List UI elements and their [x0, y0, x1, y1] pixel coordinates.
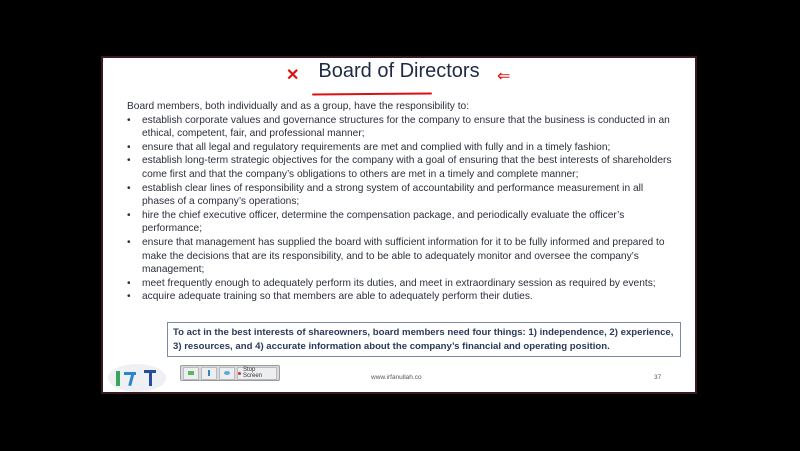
list-item: • establish clear lines of responsibility and a strong system of accountability and performance measurement in all phases of a company’s operations;: [127, 182, 677, 209]
list-item: • ensure that all legal and regulatory requirements are met and complied with fully and in a timely fashion;: [127, 141, 677, 155]
list-item: • establish long-term strategic objectives for the company with a goal of ensuring that the best interests of shareholders come first and that the company’s obligations to others are met in a timely and complete manner;: [127, 154, 677, 181]
annotation-underline: [312, 92, 432, 95]
microphone-icon: [208, 370, 210, 376]
logo: [108, 364, 166, 392]
window-icon: [188, 371, 194, 375]
microphone-button[interactable]: [201, 367, 217, 380]
webcam-icon: [224, 371, 230, 375]
callout-box: To act in the best interests of shareowners, board members need four things: 1) independence, 2) experience, 3) resources, and 4) accurate information about the company’s financial and operating position.: [167, 322, 681, 357]
slide-body: [127, 100, 677, 304]
screen-recorder-toolbar: [180, 365, 280, 381]
record-dot-icon: [238, 372, 241, 375]
list-item: • meet frequently enough to adequately perform its duties, and meet in extraordinary session as required by events;: [127, 277, 677, 291]
presentation-slide: [101, 56, 697, 394]
annotation-arrow-icon: ⇐: [497, 68, 511, 85]
responsibility-list: [127, 114, 677, 304]
list-item: • ensure that management has supplied the board with sufficient information for it to be fully informed and prepared to make the decisions that are its responsibility, and to be able to adequately monitor and oversee the company’s management;: [127, 236, 677, 277]
annotation-x-mark: ✕: [286, 67, 300, 84]
list-item: • hire the chief executive officer, determine the compensation package, and periodically evaluate the officer’s performance;: [127, 209, 677, 236]
intro-text: Board members, both individually and as a group, have the responsibility to:: [127, 101, 470, 112]
page-number: 37: [654, 374, 662, 381]
slide-title: Board of Directors: [318, 60, 480, 82]
logo-shape: [116, 371, 120, 386]
minimize-recorder-button[interactable]: [183, 367, 199, 380]
logo-shape: [149, 370, 152, 386]
stop-screen-button[interactable]: Stop Screen: [237, 367, 277, 380]
list-item: • establish corporate values and governance structures for the company to ensure that the business is conducted in an ethical, competent, fair, and professional manner;: [127, 114, 677, 141]
webcam-button[interactable]: [219, 367, 235, 380]
list-item: • acquire adequate training so that members are able to adequately perform their duties.: [127, 290, 677, 304]
footer-url: www.irfanullah.co: [371, 374, 422, 381]
